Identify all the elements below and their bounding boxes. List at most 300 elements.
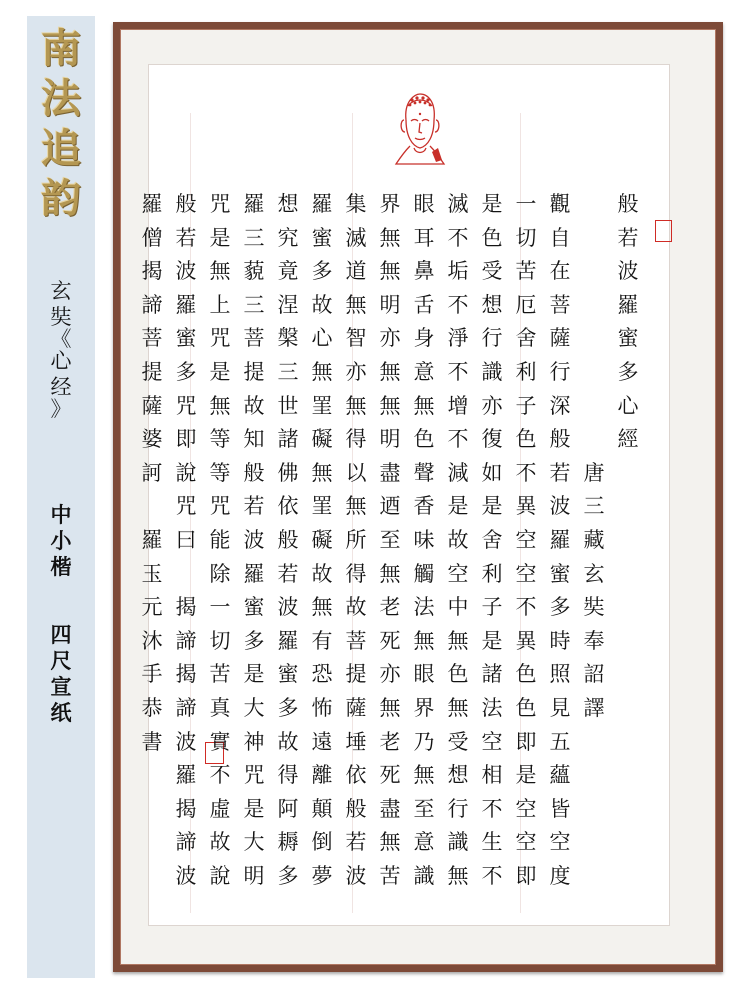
calligraphy-char: 三 bbox=[583, 494, 605, 519]
calligraphy-char: 多 bbox=[243, 628, 265, 653]
calligraphy-char: 羅 bbox=[175, 292, 197, 317]
calligraphy-char: 揭 bbox=[141, 259, 163, 284]
calligraphy-char: 世 bbox=[277, 393, 299, 418]
calligraphy-char: 意 bbox=[413, 359, 435, 384]
calligraphy-char bbox=[578, 289, 610, 323]
calligraphy-char: 藏 bbox=[583, 527, 605, 552]
calligraphy-char: 是 bbox=[515, 763, 537, 788]
calligraphy-char: 不 bbox=[481, 796, 503, 821]
script-style-label bbox=[27, 502, 95, 580]
calligraphy-char: 見 bbox=[549, 695, 571, 720]
calligraphy-column bbox=[374, 188, 406, 893]
calligraphy-char: 故 bbox=[277, 729, 299, 754]
calligraphy-char: 觀 bbox=[549, 192, 571, 216]
calligraphy-char: 空 bbox=[515, 830, 537, 855]
calligraphy-char: 無 bbox=[379, 393, 401, 418]
calligraphy-char: 波 bbox=[277, 595, 299, 620]
calligraphy-char: 波 bbox=[549, 494, 571, 519]
calligraphy-char bbox=[578, 222, 610, 256]
calligraphy-char: 羅 bbox=[277, 628, 299, 653]
calligraphy-char: 礙 bbox=[311, 527, 333, 552]
calligraphy-char: 詔 bbox=[583, 662, 605, 687]
calligraphy-char: 般 bbox=[277, 527, 299, 552]
calligraphy-char: 咒 bbox=[209, 326, 231, 351]
calligraphy-char: 多 bbox=[277, 863, 299, 888]
calligraphy-char: 自 bbox=[549, 225, 571, 250]
calligraphy-char: 智 bbox=[345, 326, 367, 351]
calligraphy-char: 說 bbox=[175, 460, 197, 485]
calligraphy-char: 無 bbox=[379, 225, 401, 250]
calligraphy-char: 奉 bbox=[583, 628, 605, 653]
calligraphy-char: 訶 bbox=[141, 460, 163, 485]
calligraphy-char: 除 bbox=[209, 561, 231, 586]
calligraphy-char: 揭 bbox=[175, 796, 197, 821]
calligraphy-char: 乃 bbox=[413, 729, 435, 754]
calligraphy-char: 蜜 bbox=[617, 326, 639, 351]
calligraphy-char: 夢 bbox=[311, 863, 333, 888]
calligraphy-char: 波 bbox=[175, 729, 197, 754]
calligraphy-char: 滅 bbox=[447, 192, 469, 216]
calligraphy-char: 故 bbox=[209, 830, 231, 855]
calligraphy-char: 無 bbox=[447, 695, 469, 720]
calligraphy-char: 諸 bbox=[277, 427, 299, 452]
calligraphy-char: 色 bbox=[413, 427, 435, 452]
calligraphy-char: 蜜 bbox=[311, 225, 333, 250]
calligraphy-column bbox=[136, 188, 168, 759]
calligraphy-column bbox=[476, 188, 508, 893]
calligraphy-char: 即 bbox=[175, 427, 197, 452]
calligraphy-char: 想 bbox=[277, 192, 299, 216]
calligraphy-char: 三 bbox=[243, 292, 265, 317]
calligraphy-char: 不 bbox=[447, 225, 469, 250]
paper-char: 宣 bbox=[50, 675, 72, 699]
paper-char: 纸 bbox=[50, 701, 72, 725]
calligraphy-char: 舍 bbox=[481, 527, 503, 552]
calligraphy-column bbox=[272, 188, 304, 893]
calligraphy-char: 真 bbox=[209, 695, 231, 720]
calligraphy-char: 無 bbox=[379, 695, 401, 720]
calligraphy-char: 上 bbox=[209, 292, 231, 317]
title-char: 》 bbox=[50, 397, 72, 421]
calligraphy-char: 咒 bbox=[209, 494, 231, 519]
calligraphy-char: 般 bbox=[345, 796, 367, 821]
work-title bbox=[27, 278, 95, 421]
calligraphy-char: 大 bbox=[243, 830, 265, 855]
calligraphy-char: 想 bbox=[481, 292, 503, 317]
calligraphy-char: 怖 bbox=[311, 695, 333, 720]
calligraphy-char: 減 bbox=[447, 460, 469, 485]
calligraphy-column bbox=[578, 188, 610, 726]
calligraphy-char: 色 bbox=[515, 662, 537, 687]
calligraphy-char: 色 bbox=[515, 695, 537, 720]
calligraphy-char: 礙 bbox=[311, 427, 333, 452]
calligraphy-char: 多 bbox=[277, 695, 299, 720]
calligraphy-char: 度 bbox=[549, 863, 571, 888]
calligraphy-char: 諸 bbox=[481, 662, 503, 687]
calligraphy-char: 厄 bbox=[515, 292, 537, 317]
calligraphy-char: 生 bbox=[481, 830, 503, 855]
calligraphy-char: 若 bbox=[175, 225, 197, 250]
style-char: 中 bbox=[50, 503, 72, 527]
calligraphy-char: 諦 bbox=[175, 628, 197, 653]
calligraphy-char: 界 bbox=[413, 695, 435, 720]
calligraphy-char: 恐 bbox=[311, 662, 333, 687]
calligraphy-char: 異 bbox=[515, 494, 537, 519]
calligraphy-char: 識 bbox=[413, 863, 435, 888]
calligraphy-char: 蜜 bbox=[243, 595, 265, 620]
calligraphy-char: 明 bbox=[243, 863, 265, 888]
calligraphy-char: 想 bbox=[447, 763, 469, 788]
calligraphy-char: 法 bbox=[481, 695, 503, 720]
calligraphy-char: 虛 bbox=[209, 796, 231, 821]
calligraphy-char: 婆 bbox=[141, 427, 163, 452]
calligraphy-char: 羅 bbox=[243, 561, 265, 586]
calligraphy-char: 是 bbox=[447, 494, 469, 519]
calligraphy-char: 不 bbox=[447, 292, 469, 317]
calligraphy-column bbox=[612, 188, 644, 457]
calligraphy-char: 罣 bbox=[311, 393, 333, 418]
calligraphy-char: 三 bbox=[243, 225, 265, 250]
calligraphy-char: 故 bbox=[311, 561, 333, 586]
calligraphy-char: 離 bbox=[311, 763, 333, 788]
calligraphy-char: 薩 bbox=[345, 695, 367, 720]
calligraphy-char: 咒 bbox=[175, 393, 197, 418]
calligraphy-char: 玄 bbox=[583, 561, 605, 586]
calligraphy-char: 無 bbox=[209, 393, 231, 418]
calligraphy-char: 色 bbox=[515, 427, 537, 452]
calligraphy-char: 空 bbox=[515, 561, 537, 586]
calligraphy-column bbox=[340, 188, 372, 893]
calligraphy-char: 無 bbox=[345, 393, 367, 418]
calligraphy-char bbox=[578, 356, 610, 390]
calligraphy-char: 菩 bbox=[549, 292, 571, 317]
calligraphy-char: 是 bbox=[243, 796, 265, 821]
calligraphy-char: 即 bbox=[515, 729, 537, 754]
calligraphy-char: 以 bbox=[345, 460, 367, 485]
calligraphy-char: 埵 bbox=[345, 729, 367, 754]
calligraphy-char: 依 bbox=[277, 494, 299, 519]
calligraphy-char: 色 bbox=[447, 662, 469, 687]
calligraphy-char: 照 bbox=[549, 662, 571, 687]
calligraphy-char: 是 bbox=[481, 192, 503, 216]
sidebar-panel bbox=[27, 16, 95, 978]
calligraphy-char bbox=[136, 490, 168, 524]
calligraphy-char: 識 bbox=[447, 830, 469, 855]
calligraphy-char: 空 bbox=[549, 830, 571, 855]
calligraphy-char: 般 bbox=[549, 427, 571, 452]
calligraphy-char: 明 bbox=[379, 292, 401, 317]
calligraphy-char: 菩 bbox=[243, 326, 265, 351]
calligraphy-char: 心 bbox=[311, 326, 333, 351]
title-char: 玄 bbox=[50, 279, 72, 303]
calligraphy-char: 色 bbox=[481, 225, 503, 250]
calligraphy-char: 羅 bbox=[311, 192, 333, 216]
calligraphy-char: 無 bbox=[311, 595, 333, 620]
calligraphy-char: 一 bbox=[515, 192, 537, 216]
calligraphy-char: 聲 bbox=[413, 460, 435, 485]
calligraphy-char: 舌 bbox=[413, 292, 435, 317]
calligraphy-char bbox=[578, 188, 610, 222]
calligraphy-char: 行 bbox=[549, 359, 571, 384]
calligraphy-char: 無 bbox=[379, 359, 401, 384]
calligraphy-char: 譯 bbox=[583, 695, 605, 720]
calligraphy-column bbox=[544, 188, 576, 893]
calligraphy-char: 揭 bbox=[175, 595, 197, 620]
calligraphy-char: 波 bbox=[617, 259, 639, 284]
calligraphy-char: 多 bbox=[175, 359, 197, 384]
calligraphy-char: 空 bbox=[447, 561, 469, 586]
calligraphy-char: 迺 bbox=[379, 494, 401, 519]
calligraphy-char: 無 bbox=[345, 494, 367, 519]
calligraphy-char: 大 bbox=[243, 695, 265, 720]
calligraphy-char: 手 bbox=[141, 662, 163, 687]
calligraphy-char: 身 bbox=[413, 326, 435, 351]
calligraphy-char: 蘊 bbox=[549, 763, 571, 788]
calligraphy-char: 不 bbox=[481, 863, 503, 888]
calligraphy-char: 槃 bbox=[277, 326, 299, 351]
calligraphy-char: 知 bbox=[243, 427, 265, 452]
calligraphy-char: 恭 bbox=[141, 695, 163, 720]
calligraphy-char bbox=[578, 322, 610, 356]
calligraphy-char: 般 bbox=[617, 192, 639, 216]
calligraphy-char: 玉 bbox=[141, 561, 163, 586]
calligraphy-char: 無 bbox=[379, 830, 401, 855]
calligraphy-char: 是 bbox=[209, 225, 231, 250]
calligraphy-column bbox=[408, 188, 440, 893]
calligraphy-char: 故 bbox=[243, 393, 265, 418]
calligraphy-char: 無 bbox=[447, 863, 469, 888]
calligraphy-char: 無 bbox=[413, 763, 435, 788]
calligraphy-char: 菩 bbox=[141, 326, 163, 351]
calligraphy-char: 多 bbox=[311, 259, 333, 284]
calligraphy-column bbox=[238, 188, 270, 893]
calligraphy-char: 羅 bbox=[243, 192, 265, 216]
calligraphy-char: 在 bbox=[549, 259, 571, 284]
calligraphy-char: 耳 bbox=[413, 225, 435, 250]
calligraphy-char: 深 bbox=[549, 393, 571, 418]
calligraphy-char: 無 bbox=[311, 359, 333, 384]
calligraphy-char: 無 bbox=[345, 292, 367, 317]
calligraphy-char: 苦 bbox=[515, 259, 537, 284]
calligraphy-char: 味 bbox=[413, 527, 435, 552]
calligraphy-char: 竟 bbox=[277, 259, 299, 284]
calligraphy-char: 死 bbox=[379, 763, 401, 788]
calligraphy-char: 僧 bbox=[141, 225, 163, 250]
calligraphy-char: 羅 bbox=[175, 763, 197, 788]
calligraphy-char: 諦 bbox=[175, 830, 197, 855]
calligraphy-char: 波 bbox=[175, 863, 197, 888]
calligraphy-char: 提 bbox=[243, 359, 265, 384]
calligraphy-char: 得 bbox=[345, 427, 367, 452]
calligraphy-char: 波 bbox=[243, 527, 265, 552]
calligraphy-char: 空 bbox=[481, 729, 503, 754]
calligraphy-char: 蜜 bbox=[277, 662, 299, 687]
calligraphy-char: 觸 bbox=[413, 561, 435, 586]
calligraphy-char: 是 bbox=[481, 494, 503, 519]
calligraphy-column bbox=[170, 188, 202, 893]
brand-char: 韵 bbox=[41, 175, 81, 222]
calligraphy-char: 不 bbox=[447, 359, 469, 384]
calligraphy-char: 識 bbox=[481, 359, 503, 384]
paper-char: 四 bbox=[50, 623, 72, 647]
calligraphy-char: 諦 bbox=[175, 695, 197, 720]
calligraphy-char: 死 bbox=[379, 628, 401, 653]
calligraphy-char: 沐 bbox=[141, 628, 163, 653]
calligraphy-char: 一 bbox=[209, 595, 231, 620]
calligraphy-char: 垢 bbox=[447, 259, 469, 284]
calligraphy-char: 般 bbox=[243, 460, 265, 485]
calligraphy-char: 鼻 bbox=[413, 259, 435, 284]
calligraphy-char: 眼 bbox=[413, 662, 435, 687]
calligraphy-char: 佛 bbox=[277, 460, 299, 485]
calligraphy-char: 書 bbox=[141, 729, 163, 754]
calligraphy-column bbox=[306, 188, 338, 893]
calligraphy-char: 亦 bbox=[481, 393, 503, 418]
calligraphy-char: 得 bbox=[345, 561, 367, 586]
calligraphy-char: 得 bbox=[277, 763, 299, 788]
calligraphy-char: 所 bbox=[345, 527, 367, 552]
calligraphy-char: 無 bbox=[379, 259, 401, 284]
calligraphy-char: 蜜 bbox=[175, 326, 197, 351]
calligraphy-char: 顛 bbox=[311, 796, 333, 821]
calligraphy-char: 是 bbox=[243, 662, 265, 687]
title-char: 经 bbox=[50, 375, 72, 399]
calligraphy-char: 道 bbox=[345, 259, 367, 284]
calligraphy-char: 不 bbox=[209, 763, 231, 788]
calligraphy-column bbox=[204, 188, 236, 893]
calligraphy-char: 咒 bbox=[175, 494, 197, 519]
calligraphy-char: 罣 bbox=[311, 494, 333, 519]
calligraphy-char: 增 bbox=[447, 393, 469, 418]
calligraphy-char: 無 bbox=[447, 628, 469, 653]
calligraphy-char: 曰 bbox=[175, 527, 197, 552]
calligraphy-char bbox=[578, 390, 610, 424]
calligraphy-char: 盡 bbox=[379, 796, 401, 821]
calligraphy-char: 空 bbox=[515, 796, 537, 821]
calligraphy-char: 薩 bbox=[549, 326, 571, 351]
calligraphy-char: 多 bbox=[617, 359, 639, 384]
calligraphy-char: 老 bbox=[379, 595, 401, 620]
calligraphy-char: 無 bbox=[379, 561, 401, 586]
calligraphy-char bbox=[170, 558, 202, 592]
calligraphy-char: 受 bbox=[447, 729, 469, 754]
calligraphy-char: 不 bbox=[515, 460, 537, 485]
calligraphy-char: 若 bbox=[277, 561, 299, 586]
calligraphy-char: 苦 bbox=[209, 662, 231, 687]
calligraphy-char: 說 bbox=[209, 863, 231, 888]
calligraphy-char: 異 bbox=[515, 628, 537, 653]
calligraphy-char: 集 bbox=[345, 192, 367, 216]
calligraphy-char: 蜜 bbox=[549, 561, 571, 586]
calligraphy-char: 切 bbox=[515, 225, 537, 250]
calligraphy-char: 依 bbox=[345, 763, 367, 788]
calligraphy-char: 菩 bbox=[345, 628, 367, 653]
calligraphy-char: 等 bbox=[209, 427, 231, 452]
calligraphy-char: 空 bbox=[515, 527, 537, 552]
seal-stamp-icon bbox=[655, 220, 672, 242]
calligraphy-char: 至 bbox=[413, 796, 435, 821]
calligraphy-char: 故 bbox=[447, 527, 469, 552]
brand-char: 南 bbox=[41, 25, 81, 72]
calligraphy-char: 利 bbox=[481, 561, 503, 586]
calligraphy-char: 復 bbox=[481, 427, 503, 452]
calligraphy-char: 諦 bbox=[141, 292, 163, 317]
title-char: 奘 bbox=[50, 305, 72, 329]
calligraphy-char: 滅 bbox=[345, 225, 367, 250]
calligraphy-char: 奘 bbox=[583, 595, 605, 620]
calligraphy-char: 不 bbox=[447, 427, 469, 452]
calligraphy-char: 中 bbox=[447, 595, 469, 620]
calligraphy-char: 故 bbox=[345, 595, 367, 620]
title-char: 心 bbox=[50, 349, 72, 373]
calligraphy-char: 羅 bbox=[617, 292, 639, 317]
calligraphy-char: 無 bbox=[413, 628, 435, 653]
calligraphy-char: 若 bbox=[345, 830, 367, 855]
calligraphy-char: 舍 bbox=[515, 326, 537, 351]
calligraphy-char: 薩 bbox=[141, 393, 163, 418]
calligraphy-char: 能 bbox=[209, 527, 231, 552]
style-char: 小 bbox=[50, 529, 72, 553]
calligraphy-char: 子 bbox=[515, 393, 537, 418]
calligraphy-char: 至 bbox=[379, 527, 401, 552]
calligraphy-char: 遠 bbox=[311, 729, 333, 754]
calligraphy-char bbox=[578, 255, 610, 289]
calligraphy-char: 苦 bbox=[379, 863, 401, 888]
calligraphy-char: 不 bbox=[515, 595, 537, 620]
calligraphy-char: 是 bbox=[481, 628, 503, 653]
calligraphy-char: 等 bbox=[209, 460, 231, 485]
calligraphy-char: 實 bbox=[209, 729, 231, 754]
calligraphy-char: 眼 bbox=[413, 192, 435, 216]
calligraphy-char: 即 bbox=[515, 863, 537, 888]
calligraphy-char: 若 bbox=[617, 225, 639, 250]
calligraphy-char: 老 bbox=[379, 729, 401, 754]
calligraphy-char: 是 bbox=[209, 359, 231, 384]
calligraphy-char: 元 bbox=[141, 595, 163, 620]
calligraphy-char: 無 bbox=[413, 393, 435, 418]
calligraphy-char: 相 bbox=[481, 763, 503, 788]
calligraphy-char: 時 bbox=[549, 628, 571, 653]
buddha-seal-icon bbox=[392, 90, 448, 166]
calligraphy-char: 界 bbox=[379, 192, 401, 216]
brand-logo bbox=[27, 24, 95, 224]
calligraphy-char: 咒 bbox=[243, 763, 265, 788]
brand-char: 法 bbox=[41, 75, 81, 122]
style-char: 楷 bbox=[50, 555, 72, 579]
calligraphy-char: 若 bbox=[243, 494, 265, 519]
brand-char: 追 bbox=[41, 125, 81, 172]
calligraphy-char: 切 bbox=[209, 628, 231, 653]
calligraphy-char: 皆 bbox=[549, 796, 571, 821]
calligraphy-char: 神 bbox=[243, 729, 265, 754]
calligraphy-char: 耨 bbox=[277, 830, 299, 855]
calligraphy-char: 提 bbox=[141, 359, 163, 384]
calligraphy-char: 若 bbox=[549, 460, 571, 485]
calligraphy-char: 羅 bbox=[549, 527, 571, 552]
calligraphy-char: 香 bbox=[413, 494, 435, 519]
calligraphy-char: 唐 bbox=[583, 460, 605, 485]
calligraphy-column bbox=[510, 188, 542, 893]
paper-size-label bbox=[27, 622, 95, 726]
calligraphy-char: 有 bbox=[311, 628, 333, 653]
calligraphy-char: 羅 bbox=[141, 527, 163, 552]
calligraphy-char: 法 bbox=[413, 595, 435, 620]
calligraphy-char: 波 bbox=[175, 259, 197, 284]
calligraphy-char: 無 bbox=[311, 460, 333, 485]
calligraphy-char: 行 bbox=[481, 326, 503, 351]
calligraphy-char: 藐 bbox=[243, 259, 265, 284]
title-char: 《 bbox=[50, 327, 72, 351]
